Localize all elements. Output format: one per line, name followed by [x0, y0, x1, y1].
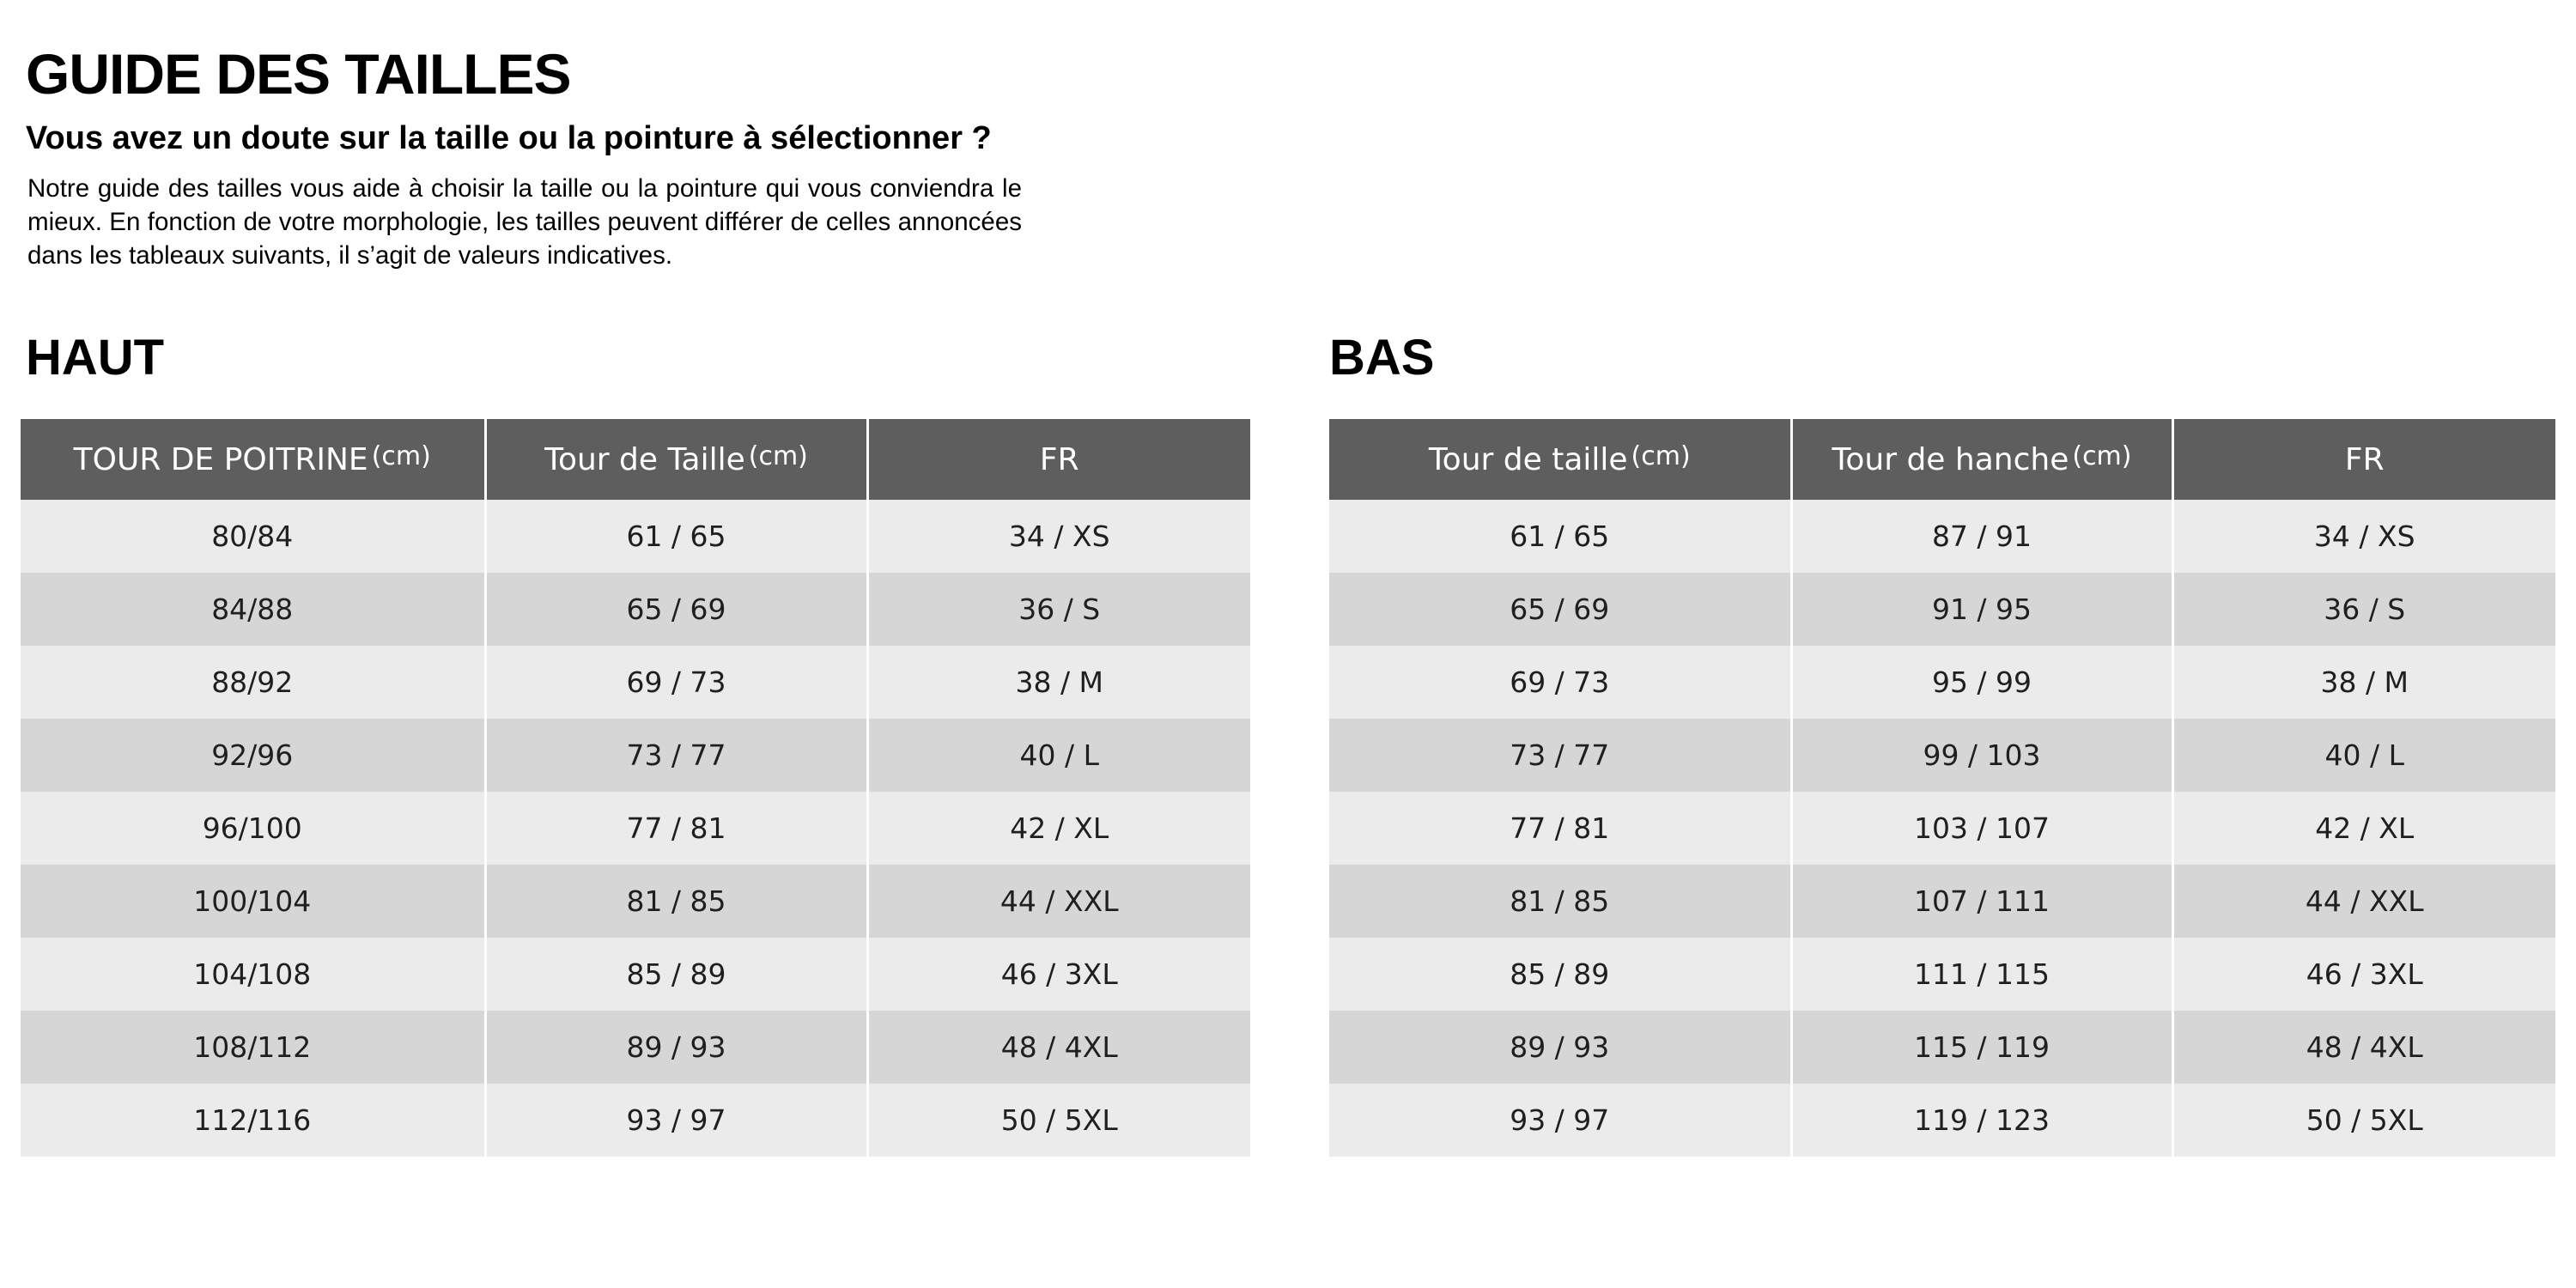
table-cell: 99 / 103 [1791, 719, 2172, 792]
table-cell: 34 / XS [867, 500, 1250, 573]
table-cell: 42 / XL [867, 792, 1250, 865]
table-cell: 77 / 81 [1329, 792, 1791, 865]
table-cell: 65 / 69 [1329, 573, 1791, 646]
table-cell: 73 / 77 [1329, 719, 1791, 792]
table-row [1329, 646, 2555, 719]
table-row [21, 792, 1250, 865]
table-cell: 40 / L [867, 719, 1250, 792]
table-row [21, 865, 1250, 938]
table-cell: 92/96 [21, 719, 485, 792]
table-cell: 61 / 65 [485, 500, 867, 573]
table-row [21, 1011, 1250, 1084]
column-header-fr: FR [867, 419, 1250, 500]
table-row [1329, 938, 2555, 1011]
page-title: GUIDE DES TAILLES [26, 42, 571, 106]
table-cell: 107 / 111 [1791, 865, 2172, 938]
column-header-tour-de-poitrine: TOUR DE POITRINE (cm) [21, 419, 485, 500]
column-header-tour-de-taille: Tour de Taille (cm) [485, 419, 867, 500]
table-cell: 50 / 5XL [867, 1084, 1250, 1157]
column-header-tour-de-taille: Tour de taille (cm) [1329, 419, 1791, 500]
table-row [21, 500, 1250, 573]
table-cell: 85 / 89 [1329, 938, 1791, 1011]
table-cell: 69 / 73 [485, 646, 867, 719]
table-cell: 88/92 [21, 646, 485, 719]
table-row [1329, 1084, 2555, 1157]
table-cell: 73 / 77 [485, 719, 867, 792]
table-cell: 44 / XXL [867, 865, 1250, 938]
table-cell: 36 / S [2172, 573, 2555, 646]
table-row [1329, 573, 2555, 646]
table-cell: 46 / 3XL [867, 938, 1250, 1011]
table-cell: 103 / 107 [1791, 792, 2172, 865]
table-row [1329, 865, 2555, 938]
size-table-bas [1329, 419, 2555, 1157]
table-cell: 108/112 [21, 1011, 485, 1084]
table-row [1329, 719, 2555, 792]
table-cell: 38 / M [867, 646, 1250, 719]
table-row [21, 1084, 1250, 1157]
table-cell: 84/88 [21, 573, 485, 646]
table-cell: 34 / XS [2172, 500, 2555, 573]
table-row [21, 719, 1250, 792]
column-header-tour-de-hanche: Tour de hanche (cm) [1791, 419, 2172, 500]
table-cell: 46 / 3XL [2172, 938, 2555, 1011]
table-row [1329, 500, 2555, 573]
table-cell: 69 / 73 [1329, 646, 1791, 719]
section-title-haut: HAUT [26, 330, 165, 386]
table-cell: 48 / 4XL [2172, 1011, 2555, 1084]
table-cell: 77 / 81 [485, 792, 867, 865]
table-cell: 96/100 [21, 792, 485, 865]
table-cell: 104/108 [21, 938, 485, 1011]
page-subtitle: Vous avez un doute sur la taille ou la pointure à sélectionner ? [26, 120, 992, 156]
table-cell: 119 / 123 [1791, 1084, 2172, 1157]
table-cell: 61 / 65 [1329, 500, 1791, 573]
table-cell: 115 / 119 [1791, 1011, 2172, 1084]
table-cell: 112/116 [21, 1084, 485, 1157]
table-row [21, 573, 1250, 646]
table-cell: 50 / 5XL [2172, 1084, 2555, 1157]
table-cell: 44 / XXL [2172, 865, 2555, 938]
table-row [21, 938, 1250, 1011]
table-cell: 93 / 97 [1329, 1084, 1791, 1157]
table-cell: 89 / 93 [485, 1011, 867, 1084]
table-row [21, 646, 1250, 719]
table-cell: 65 / 69 [485, 573, 867, 646]
table-cell: 85 / 89 [485, 938, 867, 1011]
intro-text: Notre guide des tailles vous aide à choisir la taille ou la pointure qui vous conviendra le mieux. En fonction de votre morphologie, les tailles peuvent différer de celles annoncées dans les tableaux suivants, il s’agit de valeurs indicatives. [27, 174, 1022, 270]
table-row [1329, 1011, 2555, 1084]
table-cell: 100/104 [21, 865, 485, 938]
table-row [1329, 792, 2555, 865]
table-cell: 87 / 91 [1791, 500, 2172, 573]
table-cell: 93 / 97 [485, 1084, 867, 1157]
table-cell: 95 / 99 [1791, 646, 2172, 719]
size-table-haut [21, 419, 1250, 1157]
table-cell: 89 / 93 [1329, 1011, 1791, 1084]
section-title-bas: BAS [1329, 330, 1435, 386]
table-header-row [1329, 419, 2555, 500]
table-cell: 81 / 85 [1329, 865, 1791, 938]
table-cell: 81 / 85 [485, 865, 867, 938]
table-cell: 38 / M [2172, 646, 2555, 719]
column-header-fr: FR [2172, 419, 2555, 500]
table-cell: 36 / S [867, 573, 1250, 646]
table-cell: 40 / L [2172, 719, 2555, 792]
table-header-row [21, 419, 1250, 500]
table-cell: 111 / 115 [1791, 938, 2172, 1011]
table-cell: 80/84 [21, 500, 485, 573]
table-cell: 48 / 4XL [867, 1011, 1250, 1084]
table-cell: 42 / XL [2172, 792, 2555, 865]
table-cell: 91 / 95 [1791, 573, 2172, 646]
